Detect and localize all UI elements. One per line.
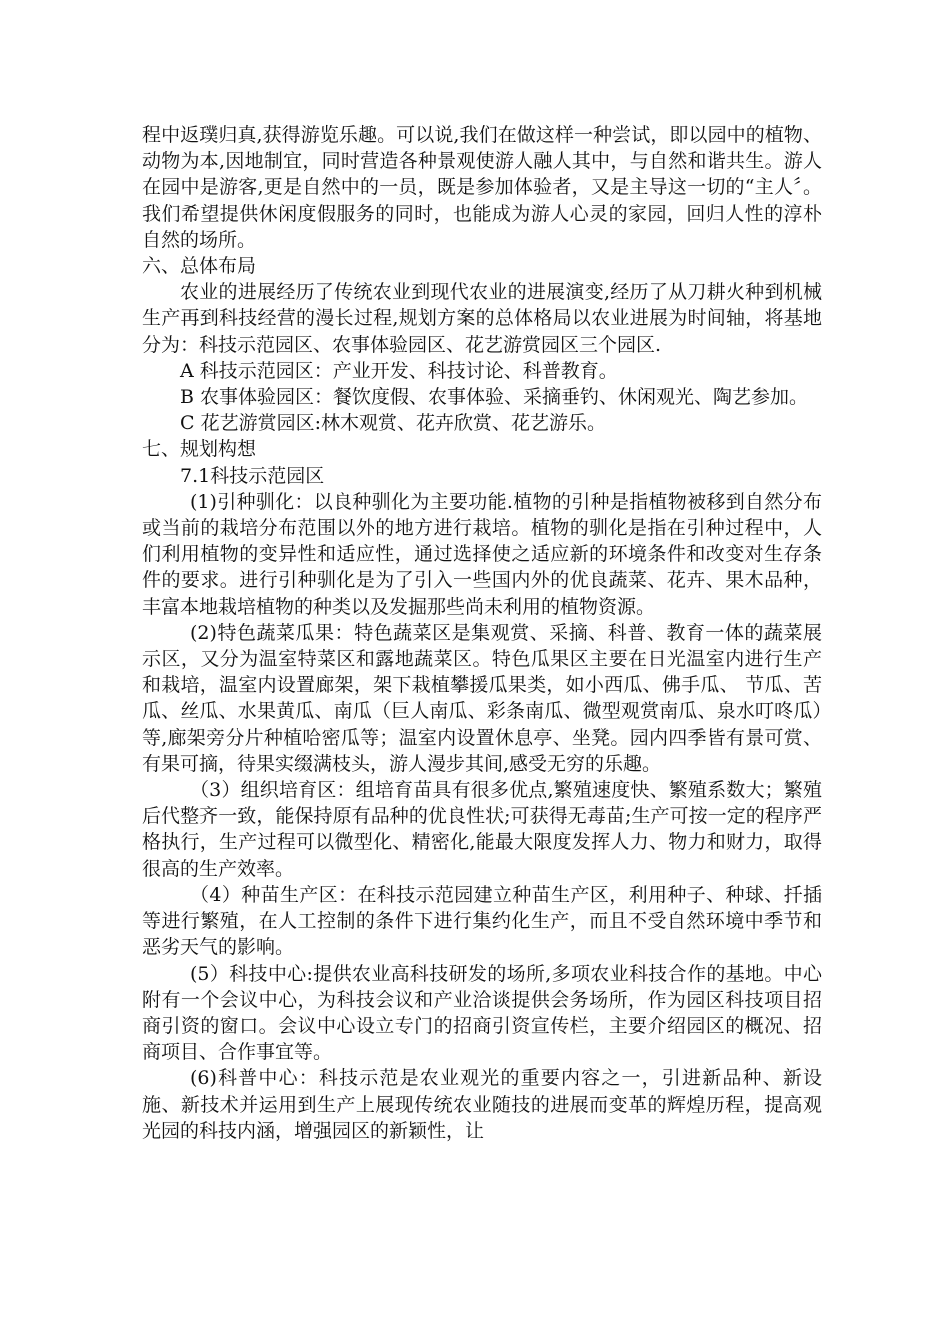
paragraph-item-5: (5）科技中心:提供农业高科技研发的场所,多项农业科技合作的基地。中心附有一个会议中心，为科技会议和产业洽谈提供会务场所，作为园区科技项目招商引资的窗口。会议中心设立专门的招商引资宣传栏，主要介绍园区的概况、招商项目、合作事宜等。 <box>142 962 822 1064</box>
paragraph-item-1: (1)引种驯化：以良种驯化为主要功能.植物的引种是指植物被移到自然分布或当前的栽培分布范围以外的地方进行栽培。植物的驯化是指在引种过程中，人们利用植物的变异性和适应性，通过选择使之适应新的环境条件和改变对生存条件的要求。进行引种驯化是为了引入一些国内外的优良蔬菜、花卉、果木品种，丰富本地栽培植物的种类以及发掘那些尚未利用的植物资源。 <box>142 490 822 618</box>
zone-item-b: B 农事体验园区：餐饮度假、农事体验、采摘垂钓、休闲观光、陶艺参加。 <box>180 386 809 409</box>
paragraph-item-3: （3）组织培育区：组培育苗具有很多优点,繁殖速度快、繁殖系数大；繁殖后代整齐一致，能保持原有品种的优良性状;可获得无毒苗;生产可按一定的程序严格执行，生产过程可以微型化、精密化,能最大限度发挥人力、物力和财力，取得很高的生产效率。 <box>142 779 822 880</box>
paragraph-item-4: （4）种苗生产区：在科技示范园建立种苗生产区，利用种子、种球、扦插等进行繁殖，在人工控制的条件下进行集约化生产，而且不受自然环境中季节和恶劣天气的影响。 <box>142 883 822 959</box>
paragraph-intro-continued: 程中返璞归真,获得游览乐趣。可以说,我们在做这样一种尝试，即以园中的植物、动物为本,因地制宜，同时营造各种景观使游人融人其中，与自然和谐共生。游人在园中是游客,更是自然中的一员，既是参加体验者，又是主导这一切的“主人〞。我们希望提供休闲度假服务的同时，也能成为游人心灵的家园，回归人性的淳朴自然的场所。 <box>142 124 822 251</box>
paragraph-layout-description: 农业的进展经历了传统农业到现代农业的进展演变,经历了从刀耕火种到机械生产再到科技经营的漫长过程,规划方案的总体格局以农业进展为时间轴，将基地分为：科技示范园区、农事体验园区、花艺游赏园区三个园区. <box>142 281 822 356</box>
section-heading-planning: 七、规划构想 <box>142 438 257 461</box>
section-heading-overall-layout: 六、总体布局 <box>142 255 257 278</box>
zone-item-c: C 花艺游赏园区:林木观赏、花卉欣赏、花艺游乐。 <box>180 412 606 435</box>
paragraph-item-2: (2)特色蔬菜瓜果：特色蔬菜区是集观赏、采摘、科普、教育一体的蔬菜展示区，又分为温室特菜区和露地蔬菜区。特色瓜果区主要在日光温室内进行生产和栽培，温室内设置廊架，架下栽植攀援瓜果类，如小西瓜、佛手瓜、 节瓜、苦瓜、丝瓜、水果黄瓜、南瓜（巨人南瓜、彩条南瓜、微型观赏南瓜、泉水叮咚瓜）等,廊架旁分片种植哈密瓜等；温室内设置休息亭、坐凳。园内四季皆有景可赏、有果可摘，待果实缀满枝头，游人漫步其间,感受无穷的乐趣。 <box>142 621 822 775</box>
paragraph-item-6: (6)科普中心：科技示范是农业观光的重要内容之一，引进新品种、新设施、新技术并运用到生产上展现传统农业随技的进展而变革的辉煌历程，提高观光园的科技内涵，增强园区的新颖性，让 <box>142 1067 822 1142</box>
subsection-heading-7-1: 7.1科技示范园区 <box>180 464 325 487</box>
document-page <box>142 122 822 1144</box>
zone-item-a: A 科技示范园区：产业开发、科技讨论、科普教育。 <box>180 359 618 382</box>
